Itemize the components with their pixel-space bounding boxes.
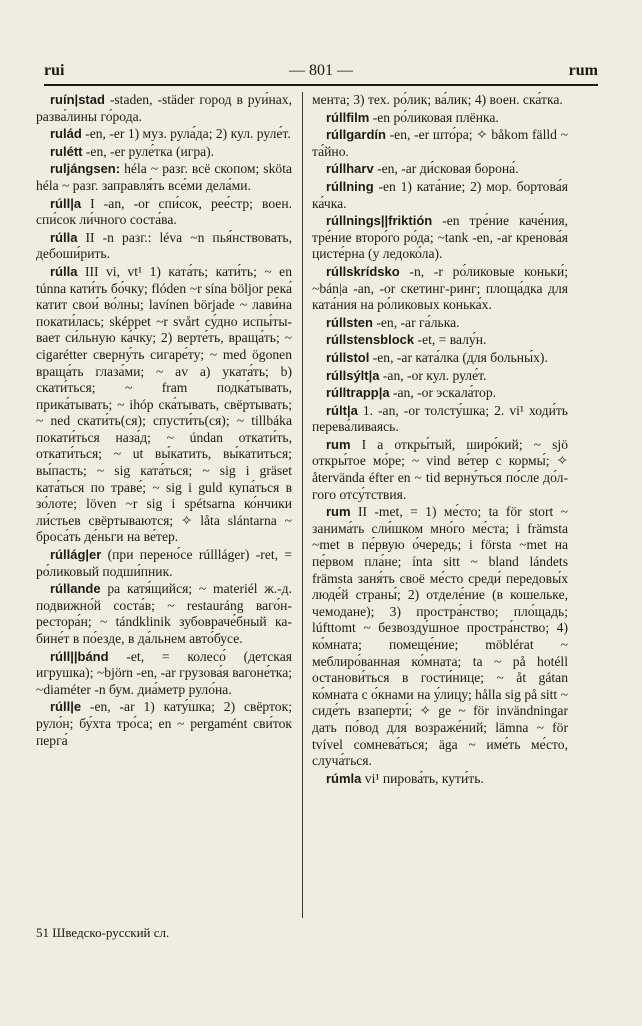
headword: rúllgardín xyxy=(326,127,386,143)
dictionary-entry xyxy=(312,403,568,436)
right-column xyxy=(312,92,568,924)
signature-footer: 51 Шведско-русский сл. xyxy=(36,925,170,940)
headword: rúll|e xyxy=(50,699,82,715)
dictionary-entry xyxy=(312,368,568,385)
entry-definition: -en, -er 1) муз. рула́да; 2) кул. руле́т. xyxy=(81,126,291,142)
entry-definition: II -met, = 1) ме́сто; ta för stort ~ занима́ть сли́шком мно́го ме́ста; i främsta ~met в пе́рвую о́чередь; i första ~met на пе́рвом пла́не; ínta sitt ~ bland lándets främsta заня́ть своё ме́сто среди́ передовы́х люде́й страны́; 2) отделе́ние (в кошельке, чемодане); 3) простра́нство; пло́щадь; lúfttomt ~ безвозду́шное простра́нство; 4) ко́мната; помеще́ние; möblérat ~ меблиро́ванная ко́мната; ta ~ på hotéll останови́ться в гости́нице; ~ åt gátan ко́мната с о́кнами на у́лицу; hålla sig på sitt ~ сиде́ть взаперти́; ✧ ge ~ för invändningar дать по́вод для возраже́ний; lämna ~ för tvível сомнева́ться; äga ~ име́ть ме́сто, случа́ться. xyxy=(312,504,568,769)
dictionary-entry xyxy=(312,110,568,127)
headword: rúllharv xyxy=(326,161,374,177)
dictionary-entry xyxy=(36,547,292,580)
entry-definition: I a откры́тый, широ́кий; ~ sjö откры́тое мо́ре; ~ vind ве́тер с кормы́; ✧ återvända éfter en ~ tid верну́ться по́сле до́лгого отсу́тствия. xyxy=(312,436,568,502)
dictionary-entry xyxy=(312,332,568,349)
entry-definition: 1. -an, -or толсту́шка; 2. vi¹ ходи́ть перева́ливаясь. xyxy=(312,402,568,435)
dictionary-entry xyxy=(312,161,568,178)
header-last-word: rum xyxy=(568,62,598,79)
dictionary-entry xyxy=(312,385,568,402)
headword: ruín|stad xyxy=(50,92,105,107)
headword: rúlt|a xyxy=(326,402,358,418)
dictionary-entry xyxy=(312,437,568,503)
entry-definition: -en ро́ликовая плёнка. xyxy=(369,109,499,125)
dictionary-entry xyxy=(312,771,568,788)
headword: rúllstol xyxy=(326,349,370,365)
dictionary-entry xyxy=(312,127,568,160)
dictionary-entry xyxy=(36,264,292,546)
dictionary-entry xyxy=(312,315,568,332)
entry-definition: -en, -ar 1) кату́шка; 2) свёрток; руло́н; бу́хта тро́са; en ~ pergamént сви́ток перга́ xyxy=(36,699,292,748)
left-column xyxy=(36,92,292,924)
page-number: — 801 — xyxy=(289,62,353,79)
dictionary-entry xyxy=(312,504,568,770)
column-divider xyxy=(302,92,303,918)
entry-definition: -an, -or кул. руле́т. xyxy=(379,367,487,383)
headword: rúlla xyxy=(50,263,78,279)
entry-definition: III vi, vt¹ 1) ката́ть; кати́ть; ~ en túnna кати́ть бо́чку; flóden ~r sína bölјor река́ катит свои́ во́лны; lavínen började ~ лави́на покати́лась; sképpet ~r svårt су́дно испы́тывает си́льную ка́чку; 2) верте́ть, враща́ть; ~ cigarétter сверну́ть сигаре́ту; ~ med ögonen враща́ть глаза́ми; ~ av a) уката́ть; b) скати́ться; ~ fram подка́тывать, прика́тывать; ~ ihóp ска́тывать, свёртывать; ~ ned скати́ть(ся); спусти́ть(ся); ~ tillbáka покати́ться наза́д; ~ úndan откати́ть, откати́ться; ~ ut вы́катить, вы́катиться; вы́пасть; ~ sig ката́ться; ~ sig i gräset ката́ться по траве́; ~ sig i guld купа́ться в зо́лоте; löven ~r sig i spétsarna ко́нчики ли́стьев свёртываются; ✧ låta slántarna ~ броса́ть де́ньги на ве́тер. xyxy=(36,263,292,545)
headword: rúlltrapp|a xyxy=(326,385,390,401)
entry-definition: vi¹ пирова́ть, кути́ть. xyxy=(361,770,484,786)
dictionary-entry xyxy=(312,92,568,109)
entry-definition: pa катя́щийся; ~ materiél ж.-д. подвижно́й соста́в; ~ restauráng ваго́н-рестора́н; ~ tándklinik зубовраче́бный кабине́т в по́езде, в да́льнем авто́бусе. xyxy=(36,581,292,646)
dictionary-entry xyxy=(36,581,292,647)
dictionary-entry xyxy=(36,230,292,263)
dictionary-entry xyxy=(36,196,292,229)
entry-definition: -en, -ar ката́лка (для больны́х). xyxy=(369,349,548,365)
entry-definition: -en тре́ние каче́ния, тре́ние второ́го ро́да; ~tank -en, -ar кренова́я цисте́рна (у ледоко́ла). xyxy=(312,213,568,262)
headword: rúllfilm xyxy=(326,109,370,125)
headword: rúll|a xyxy=(50,195,82,211)
entry-definition: -en, -er што́ра; ✧ båkom fälld ~ та́йно. xyxy=(312,127,568,159)
header-rule xyxy=(44,84,598,86)
headword: rúllstensblock xyxy=(326,332,415,348)
headword: rúllág|er xyxy=(50,547,102,563)
headword: rúmla xyxy=(326,770,362,786)
dictionary-entry xyxy=(36,699,292,749)
dictionary-entry xyxy=(312,264,568,314)
entry-definition: -et, = колесо́ (детская игрушка); ~björn -en, -ar грузова́я вагоне́тка; ~diaméter -n бум. диа́метр руло́на. xyxy=(36,648,292,697)
headword: rulád xyxy=(50,126,82,142)
entry-definition: -en 1) ката́ние; 2) мор. бортова́я ка́чка. xyxy=(312,178,568,211)
entry-definition: мента; 3) тех. ро́лик; ва́лик; 4) воен. ска́тка. xyxy=(312,92,563,107)
entry-definition: -an, -or эскала́тор. xyxy=(389,385,497,401)
dictionary-entry xyxy=(36,126,292,143)
entry-definition: -en, -ar га́лька. xyxy=(372,314,460,330)
headword: rúllnings||friktión xyxy=(326,213,433,229)
header-first-word: rui xyxy=(44,62,65,79)
entry-definition: (при перено́се rúllláger) -ret, = ро́ликовый подши́пник. xyxy=(36,547,292,579)
headword: rúllande xyxy=(50,581,101,597)
headword: rúll||bánd xyxy=(50,648,109,664)
entry-definition: -n, -r ро́ликовые коньки́; ~bán|a -an, -or скетинг-ринг; площа́дка для ката́ния на ро́ликовых конька́х. xyxy=(312,263,568,313)
running-header xyxy=(44,62,598,84)
entry-definition: -staden, -städer город в руи́нах, разва́лины го́рода. xyxy=(36,92,292,124)
headword: rúllsýlt|a xyxy=(326,367,380,383)
entry-definition: héla ~ разг. всё скопом; sköta héla ~ разг. заправля́ть все́ми дела́ми. xyxy=(36,161,292,193)
entry-definition: -en, -ar ди́сковая борона́. xyxy=(373,161,519,177)
dictionary-entry xyxy=(36,92,292,125)
entry-definition: II -n разг.: léva ~n пья́нствовать, дебоши́рить. xyxy=(36,229,292,262)
dictionary-entry xyxy=(36,161,292,194)
dictionary-entry xyxy=(312,179,568,212)
entry-definition: I -an, -or спи́сок, рее́стр; воен. спи́сок ли́чного соста́ва. xyxy=(36,195,292,228)
entry-definition: -et, = валу́н. xyxy=(414,332,487,348)
headword: rum xyxy=(326,436,351,452)
headword: rum xyxy=(326,504,351,520)
dictionary-entry xyxy=(312,213,568,263)
dictionary-entry xyxy=(36,649,292,699)
headword: rulétt xyxy=(50,143,83,159)
headword: rúllning xyxy=(326,178,374,194)
dictionary-entry xyxy=(312,350,568,367)
headword: rúllsten xyxy=(326,314,373,330)
dictionary-entry xyxy=(36,144,292,161)
entry-definition: -en, -er руле́тка (игра). xyxy=(82,143,215,159)
headword: rúlla xyxy=(50,229,78,245)
headword: ruljángsen: xyxy=(50,161,121,177)
headword: rúllskrídsko xyxy=(326,263,400,279)
